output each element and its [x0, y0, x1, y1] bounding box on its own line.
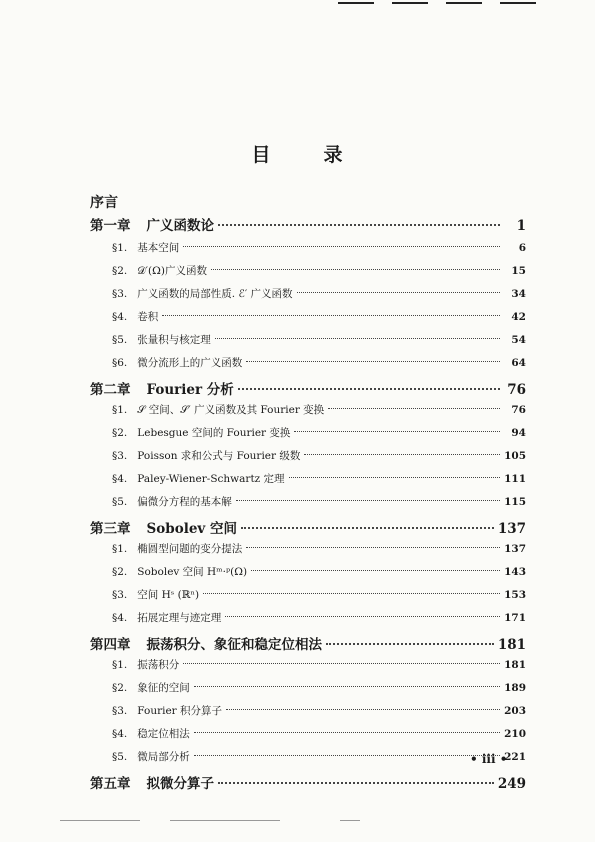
- toc-section-entry[interactable]: [112, 425, 526, 440]
- toc-leader-dots: [194, 686, 500, 687]
- toc-entry-page: 221: [504, 751, 526, 763]
- toc-section-entry[interactable]: [112, 263, 526, 278]
- toc-section-entry[interactable]: [112, 286, 526, 301]
- toc-entry-number: 第一章: [90, 218, 131, 234]
- page-title: [0, 140, 595, 167]
- toc-leader-dots: [304, 454, 500, 455]
- toc-leader-dots: [162, 315, 500, 316]
- toc-entry-page: 42: [511, 311, 526, 323]
- toc-entry-number: §3.: [112, 705, 128, 717]
- toc-leader-dots: [194, 732, 500, 733]
- toc-entry-title: 拓展定理与迹定理: [137, 612, 222, 624]
- toc-leader-dots: [246, 547, 500, 548]
- toc-leader-dots: [183, 663, 500, 664]
- toc-entry-page: 94: [511, 427, 526, 439]
- toc-entry-page: 143: [504, 566, 526, 578]
- toc-entry-title: Poisson 求和公式与 Fourier 级数: [137, 450, 301, 462]
- toc-entry-title: 椭圆型问题的变分提法: [137, 543, 243, 555]
- toc-entry-number: 第四章: [90, 637, 131, 653]
- toc-section-entry[interactable]: [112, 703, 526, 718]
- toc-entry-number: §2.: [112, 427, 128, 439]
- toc-entry-number: §3.: [112, 450, 128, 462]
- toc-section-entry[interactable]: [112, 240, 526, 255]
- toc-leader-dots: [289, 477, 500, 478]
- scan-noise: [60, 820, 140, 821]
- preface-entry[interactable]: 序言: [90, 195, 118, 211]
- toc-entry-page: 181: [504, 659, 526, 671]
- toc-entry-page: 76: [511, 404, 526, 416]
- toc-entry-page: 137: [504, 543, 526, 555]
- toc-entry-page: 203: [504, 705, 526, 717]
- toc-entry-title: 𝒮 空间、𝒮′ 广义函数及其 Fourier 变换: [137, 404, 325, 416]
- toc-leader-dots: [251, 570, 500, 571]
- toc-section-entry[interactable]: [112, 541, 526, 556]
- toc-entry-page: 171: [504, 612, 526, 624]
- toc-section-entry[interactable]: [112, 749, 526, 764]
- toc-entry-page: 105: [504, 450, 526, 462]
- toc-entry-title: 广义函数的局部性质. ℰ′ 广义函数: [137, 288, 293, 300]
- toc-entry-number: 第二章: [90, 382, 131, 398]
- toc-entry-page: 137: [497, 521, 526, 537]
- toc-section-entry[interactable]: [112, 726, 526, 741]
- toc-leader-dots: [328, 408, 500, 409]
- toc-entry-title: 拟微分算子: [146, 776, 214, 792]
- toc-leader-dots: [297, 292, 500, 293]
- toc-entry-title: 基本空间: [137, 242, 180, 254]
- toc-leader-dots: [294, 431, 500, 432]
- toc-entry-number: §5.: [112, 496, 128, 508]
- toc-entry-number: §4.: [112, 612, 128, 624]
- toc-section-entry[interactable]: [112, 680, 526, 695]
- toc-entry-page: 111: [504, 473, 526, 485]
- toc-entry-page: 1: [516, 218, 526, 234]
- toc-entry-page: 54: [511, 334, 526, 346]
- toc-section-entry[interactable]: [112, 309, 526, 324]
- toc-leader-dots: [241, 527, 494, 529]
- toc-leader-dots: [246, 361, 500, 362]
- toc-entry-title: 𝒟′(Ω)广义函数: [137, 265, 207, 277]
- toc-entry-page: 6: [518, 242, 526, 254]
- toc-entry-title: 微局部分析: [137, 751, 190, 763]
- toc-leader-dots: [238, 388, 500, 390]
- top-rule: [338, 2, 374, 4]
- toc-entry-page: 115: [504, 496, 526, 508]
- toc-entry-title: Lebesgue 空间的 Fourier 变换: [137, 427, 291, 439]
- toc-leader-dots: [194, 755, 500, 756]
- toc-section-entry[interactable]: [112, 564, 526, 579]
- toc-entry-title: 张量积与核定理: [137, 334, 211, 346]
- title-char: 目: [251, 144, 272, 166]
- toc-chapter-entry[interactable]: [90, 633, 526, 653]
- toc-entry-number: §1.: [112, 404, 128, 416]
- toc-leader-dots: [226, 709, 500, 710]
- toc-entry-title: 微分流形上的广义函数: [137, 357, 243, 369]
- toc-section-entry[interactable]: [112, 448, 526, 463]
- toc-entry-page: 76: [507, 382, 526, 398]
- toc-section-entry[interactable]: [112, 402, 526, 417]
- toc-entry-title: 振荡积分、象征和稳定位相法: [146, 637, 322, 653]
- toc-entry-page: 64: [511, 357, 526, 369]
- toc-entry-number: §4.: [112, 728, 128, 740]
- toc-leader-dots: [326, 643, 494, 645]
- toc-entry-number: §2.: [112, 265, 128, 277]
- toc-entry-page: 153: [504, 589, 526, 601]
- toc-section-entry[interactable]: [112, 494, 526, 509]
- title-char: 录: [323, 144, 344, 166]
- toc-entry-page: 210: [504, 728, 526, 740]
- toc-entry-number: §1.: [112, 543, 128, 555]
- toc-entry-number: §4.: [112, 473, 128, 485]
- toc-section-entry[interactable]: [112, 610, 526, 625]
- toc-entry-number: §1.: [112, 242, 128, 254]
- toc-leader-dots: [183, 246, 500, 247]
- toc-leader-dots: [215, 338, 500, 339]
- toc-entry-number: §6.: [112, 357, 128, 369]
- toc-leader-dots: [218, 224, 500, 226]
- scan-noise: [340, 820, 360, 821]
- toc-entry-title: Fourier 积分算子: [137, 705, 223, 717]
- toc-entry-page: 181: [497, 637, 526, 653]
- toc-chapter-entry[interactable]: [90, 214, 526, 234]
- toc-entry-title: 空间 Hˢ (ℝⁿ): [137, 589, 200, 601]
- toc-leader-dots: [218, 782, 494, 784]
- toc-entry-number: §5.: [112, 751, 128, 763]
- toc-entry-number: §5.: [112, 334, 128, 346]
- toc-entry-number: §2.: [112, 566, 128, 578]
- toc-entry-page: 34: [511, 288, 526, 300]
- toc-entry-title: 稳定位相法: [137, 728, 190, 740]
- scan-noise: [170, 820, 280, 821]
- top-rule: [392, 2, 428, 4]
- toc-entry-title: 偏微分方程的基本解: [137, 496, 232, 508]
- toc-chapter-entry[interactable]: [90, 772, 526, 792]
- toc-entry-title: Sobolev 空间 Hᵐ·ᵖ(Ω): [137, 566, 248, 578]
- toc-leader-dots: [236, 500, 500, 501]
- toc-entry-title: 振荡积分: [137, 659, 180, 671]
- top-rule: [500, 2, 536, 4]
- toc-section-entry[interactable]: [112, 657, 526, 672]
- toc-entry-title: 卷积: [137, 311, 159, 323]
- toc-entry-number: §3.: [112, 589, 128, 601]
- toc-chapter-entry[interactable]: [90, 378, 526, 398]
- toc-entry-page: 15: [511, 265, 526, 277]
- top-rule: [446, 2, 482, 4]
- toc-entry-number: 第五章: [90, 776, 131, 792]
- toc-leader-dots: [225, 616, 500, 617]
- toc-entry-title: 象征的空间: [137, 682, 190, 694]
- toc-entry-number: §2.: [112, 682, 128, 694]
- toc-entry-title: Fourier 分析: [146, 382, 234, 398]
- toc-entry-number: §1.: [112, 659, 128, 671]
- toc-entry-number: §4.: [112, 311, 128, 323]
- toc-entry-page: 249: [497, 776, 526, 792]
- toc-leader-dots: [203, 593, 500, 594]
- toc-leader-dots: [211, 269, 500, 270]
- toc-section-entry[interactable]: [112, 587, 526, 602]
- toc-section-entry[interactable]: [112, 332, 526, 347]
- toc-entry-page: 189: [504, 682, 526, 694]
- toc-entry-title: Paley-Wiener-Schwartz 定理: [137, 473, 285, 485]
- toc-entry-number: 第三章: [90, 521, 131, 537]
- toc-entry-title: 广义函数论: [146, 218, 214, 234]
- toc-entry-title: Sobolev 空间: [146, 521, 237, 537]
- page-number: • iii •: [470, 752, 508, 766]
- toc-chapter-entry[interactable]: [90, 517, 526, 537]
- toc-entry-number: §3.: [112, 288, 128, 300]
- toc-section-entry[interactable]: [112, 355, 526, 370]
- toc-section-entry[interactable]: [112, 471, 526, 486]
